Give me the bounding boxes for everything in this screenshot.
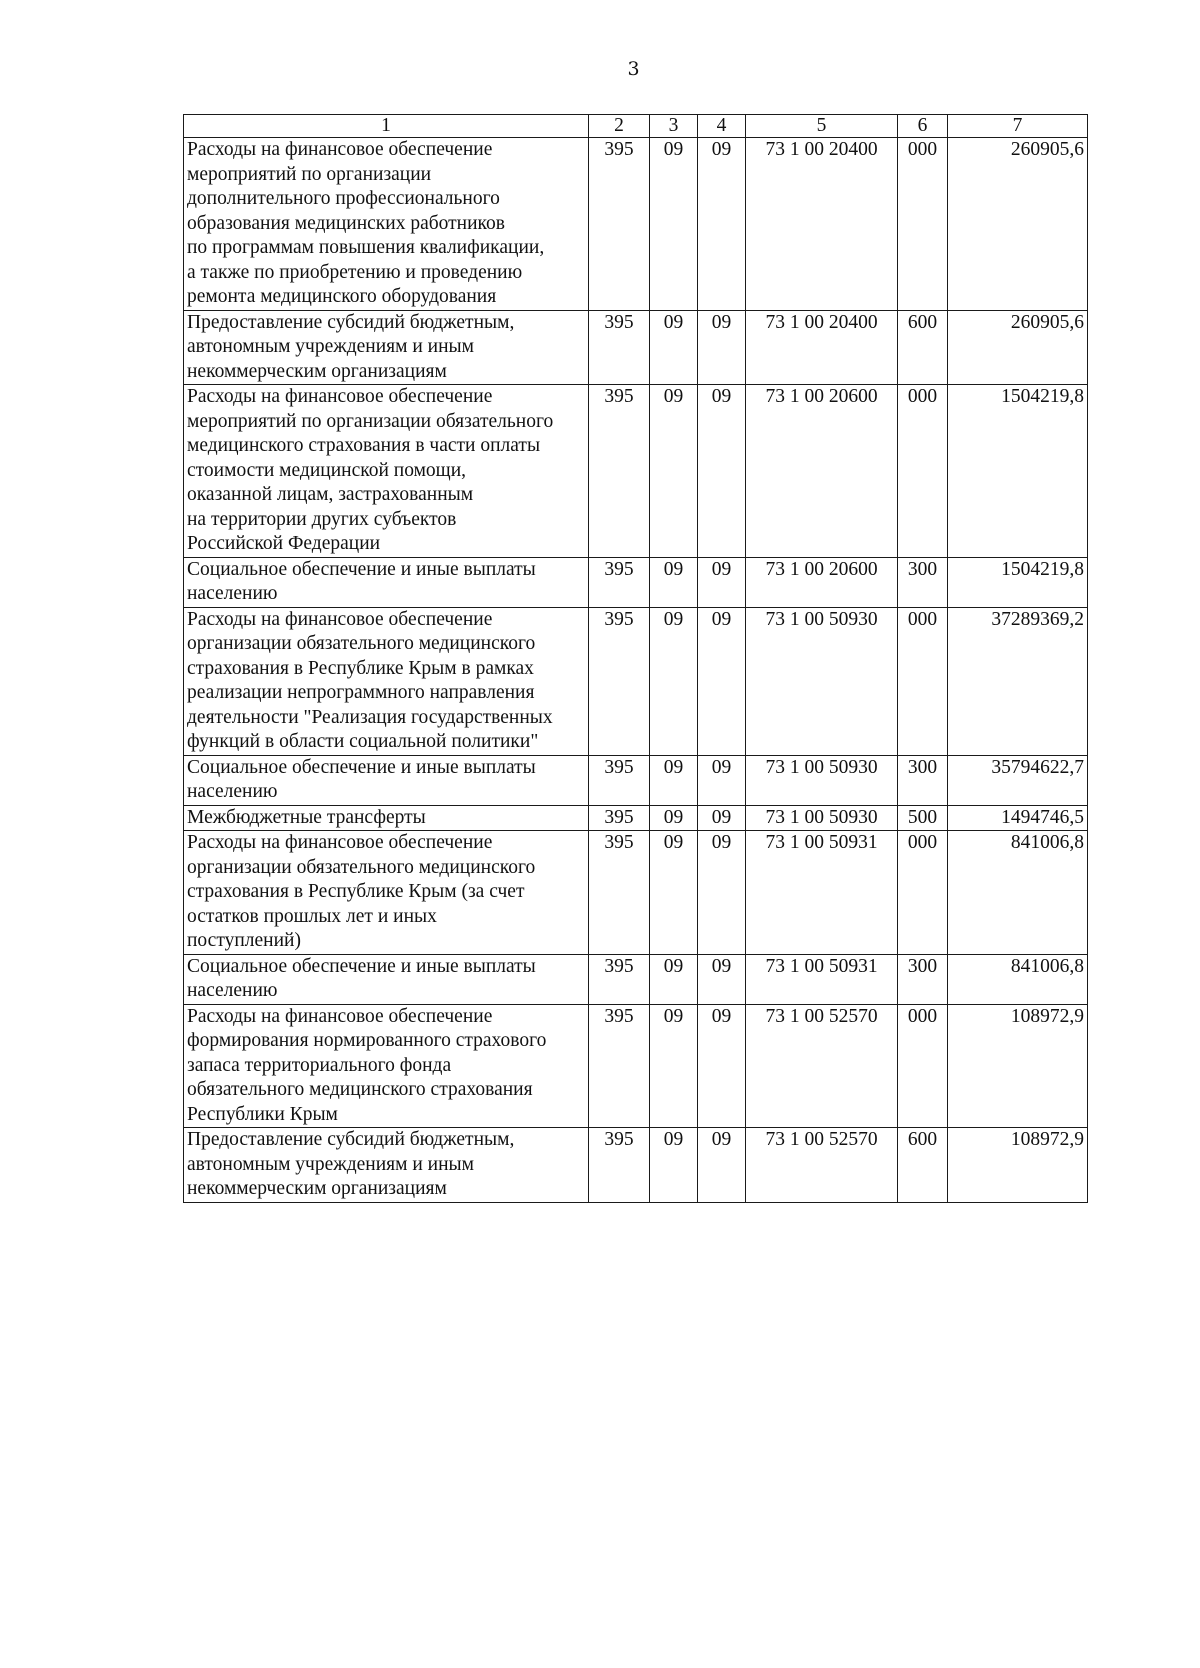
admin-code-cell: 395	[589, 557, 650, 607]
expense-type-cell: 600	[898, 1128, 948, 1203]
column-header: 7	[948, 115, 1088, 138]
amount-cell: 1504219,8	[948, 385, 1088, 558]
table-row	[184, 954, 1088, 1004]
expense-name-line: по программам повышения квалификации,	[187, 237, 545, 258]
expense-name-line: мероприятий по организации	[187, 163, 432, 185]
expense-name-line: некоммерческим организациям	[187, 360, 447, 382]
expense-name-line: Предоставление субсидий бюджетным,	[187, 311, 515, 333]
expense-name-line: оказанной лицам, застрахованным	[187, 484, 474, 505]
table-row	[184, 310, 1088, 385]
expense-name-line: медицинского страхования в части оплаты	[187, 435, 541, 456]
expense-name-line: организации обязательного медицинского	[187, 633, 536, 654]
expense-name-line: страхования в Республике Крым в рамках	[187, 657, 534, 679]
expense-name-line: реализации непрограммного направления	[187, 682, 535, 703]
table-row	[184, 385, 1088, 558]
admin-code-cell: 395	[589, 1128, 650, 1203]
section-code-cell: 09	[650, 831, 698, 955]
target-article-cell: 73 1 00 50930	[746, 607, 898, 755]
section-code-cell: 09	[650, 385, 698, 558]
admin-code-cell: 395	[589, 755, 650, 805]
table-row	[184, 831, 1088, 955]
admin-code-cell: 395	[589, 954, 650, 1004]
section-code-cell: 09	[650, 954, 698, 1004]
expense-name-line: на территории других субъектов	[187, 508, 457, 530]
expense-name-line: организации обязательного медицинского	[187, 856, 536, 878]
expense-name-cell	[184, 1004, 589, 1128]
expense-name-cell	[184, 138, 589, 311]
subsection-code-cell: 09	[698, 557, 746, 607]
expense-type-cell: 500	[898, 805, 948, 831]
expense-name-line: автономным учреждениям и иным	[187, 1153, 474, 1175]
expense-name-line: Республики Крым	[187, 1103, 338, 1125]
table-row	[184, 805, 1088, 831]
admin-code-cell: 395	[589, 310, 650, 385]
expense-name-cell	[184, 805, 589, 831]
subsection-code-cell: 09	[698, 310, 746, 385]
table-row	[184, 1128, 1088, 1203]
expense-name-line: мероприятий по организации обязательного	[187, 410, 554, 432]
expense-name-line: Социальное обеспечение и иные выплаты	[187, 955, 536, 977]
expense-name-cell	[184, 755, 589, 805]
amount-cell: 260905,6	[948, 138, 1088, 311]
expense-type-cell: 000	[898, 607, 948, 755]
table-row	[184, 138, 1088, 311]
target-article-cell: 73 1 00 20600	[746, 385, 898, 558]
amount-cell: 1504219,8	[948, 557, 1088, 607]
column-header: 4	[698, 115, 746, 138]
column-header: 1	[184, 115, 589, 138]
column-header: 3	[650, 115, 698, 138]
admin-code-cell: 395	[589, 805, 650, 831]
target-article-cell: 73 1 00 50930	[746, 805, 898, 831]
expense-name-line: стоимости медицинской помощи,	[187, 459, 466, 481]
expense-name-cell	[184, 954, 589, 1004]
amount-cell: 841006,8	[948, 954, 1088, 1004]
expense-type-cell: 300	[898, 557, 948, 607]
subsection-code-cell: 09	[698, 755, 746, 805]
target-article-cell: 73 1 00 52570	[746, 1004, 898, 1128]
amount-cell: 37289369,2	[948, 607, 1088, 755]
section-code-cell: 09	[650, 607, 698, 755]
expense-name-line: ремонта медицинского оборудования	[187, 286, 497, 307]
expense-type-cell: 000	[898, 385, 948, 558]
expense-name-cell	[184, 1128, 589, 1203]
expense-name-cell	[184, 557, 589, 607]
expense-name-line: некоммерческим организациям	[187, 1178, 447, 1199]
expense-name-line: Социальное обеспечение и иные выплаты	[187, 756, 536, 778]
subsection-code-cell: 09	[698, 831, 746, 955]
expense-name-line: остатков прошлых лет и иных	[187, 905, 437, 927]
expense-name-line: населению	[187, 583, 278, 604]
table-row	[184, 755, 1088, 805]
expense-name-line: функций в области социальной политики"	[187, 731, 539, 752]
expense-name-line: Расходы на финансовое обеспечение	[187, 832, 493, 853]
amount-cell: 1494746,5	[948, 805, 1088, 831]
header-row	[184, 115, 1088, 138]
expense-name-line: Предоставление субсидий бюджетным,	[187, 1129, 515, 1150]
target-article-cell: 73 1 00 20600	[746, 557, 898, 607]
target-article-cell: 73 1 00 50931	[746, 831, 898, 955]
expense-type-cell: 000	[898, 138, 948, 311]
expense-type-cell: 300	[898, 755, 948, 805]
section-code-cell: 09	[650, 557, 698, 607]
section-code-cell: 09	[650, 310, 698, 385]
expense-name-cell	[184, 385, 589, 558]
expense-name-cell	[184, 831, 589, 955]
expense-name-line: поступлений)	[187, 930, 301, 951]
section-code-cell: 09	[650, 805, 698, 831]
section-code-cell: 09	[650, 1004, 698, 1128]
column-header: 6	[898, 115, 948, 138]
table-body	[184, 138, 1088, 1203]
amount-cell: 108972,9	[948, 1004, 1088, 1128]
admin-code-cell: 395	[589, 831, 650, 955]
subsection-code-cell: 09	[698, 954, 746, 1004]
expense-name-line: деятельности "Реализация государственных	[187, 706, 553, 728]
subsection-code-cell: 09	[698, 1004, 746, 1128]
expense-name-line: населению	[187, 980, 278, 1001]
expense-name-line: формирования нормированного страхового	[187, 1030, 547, 1051]
subsection-code-cell: 09	[698, 1128, 746, 1203]
expense-name-line: Расходы на финансовое обеспечение	[187, 608, 493, 630]
subsection-code-cell: 09	[698, 607, 746, 755]
table-row	[184, 557, 1088, 607]
expense-name-line: обязательного медицинского страхования	[187, 1079, 533, 1100]
expense-name-line: а также по приобретению и проведению	[187, 261, 523, 283]
expense-name-line: Российской Федерации	[187, 533, 381, 554]
expense-name-line: страхования в Республике Крым (за счет	[187, 881, 525, 902]
expense-type-cell: 000	[898, 831, 948, 955]
expense-name-cell	[184, 310, 589, 385]
expense-type-cell: 000	[898, 1004, 948, 1128]
subsection-code-cell: 09	[698, 385, 746, 558]
table-row	[184, 607, 1088, 755]
amount-cell: 841006,8	[948, 831, 1088, 955]
budget-table	[183, 114, 1088, 1203]
subsection-code-cell: 09	[698, 138, 746, 311]
target-article-cell: 73 1 00 52570	[746, 1128, 898, 1203]
expense-name-line: Расходы на финансовое обеспечение	[187, 1005, 493, 1027]
expense-name-line: запаса территориального фонда	[187, 1054, 452, 1076]
expense-name-line: образования медицинских работников	[187, 212, 505, 234]
expense-name-line: Межбюджетные трансферты	[187, 806, 426, 828]
expense-name-line: Расходы на финансовое обеспечение	[187, 139, 493, 160]
column-header: 5	[746, 115, 898, 138]
admin-code-cell: 395	[589, 1004, 650, 1128]
amount-cell: 260905,6	[948, 310, 1088, 385]
page-number: 3	[627, 58, 640, 80]
target-article-cell: 73 1 00 20400	[746, 138, 898, 311]
expense-type-cell: 300	[898, 954, 948, 1004]
subsection-code-cell: 09	[698, 805, 746, 831]
target-article-cell: 73 1 00 50931	[746, 954, 898, 1004]
column-header: 2	[589, 115, 650, 138]
admin-code-cell: 395	[589, 385, 650, 558]
amount-cell: 108972,9	[948, 1128, 1088, 1203]
section-code-cell: 09	[650, 755, 698, 805]
expense-name-line: автономным учреждениям и иным	[187, 336, 474, 357]
expense-name-line: дополнительного профессионального	[187, 188, 500, 209]
section-code-cell: 09	[650, 138, 698, 311]
expense-type-cell: 600	[898, 310, 948, 385]
expense-name-line: Социальное обеспечение и иные выплаты	[187, 558, 536, 580]
amount-cell: 35794622,7	[948, 755, 1088, 805]
target-article-cell: 73 1 00 50930	[746, 755, 898, 805]
section-code-cell: 09	[650, 1128, 698, 1203]
expense-name-line: населению	[187, 781, 278, 802]
target-article-cell: 73 1 00 20400	[746, 310, 898, 385]
expense-name-line: Расходы на финансовое обеспечение	[187, 386, 493, 407]
expense-name-cell	[184, 607, 589, 755]
table-row	[184, 1004, 1088, 1128]
admin-code-cell: 395	[589, 607, 650, 755]
admin-code-cell: 395	[589, 138, 650, 311]
